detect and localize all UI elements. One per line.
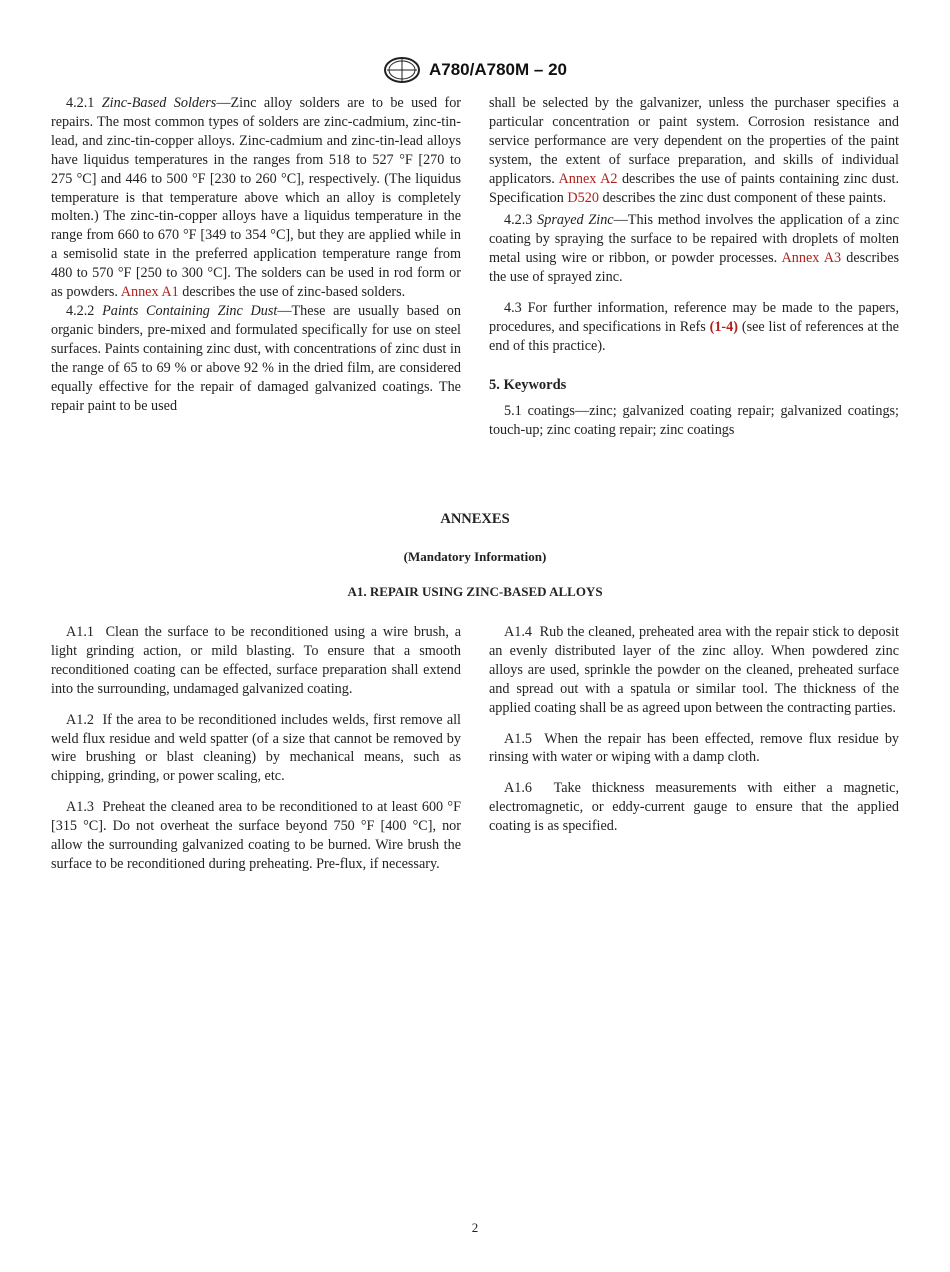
top-right-column	[489, 94, 899, 440]
section-4-2-3: 4.2.3 Sprayed Zinc—This method involves the application of a zinc coating by spraying the surface to be repaired with droplets of molten metal using wire or ribbon, or powder processes. Annex A3 describes the use of sprayed zinc.	[489, 212, 900, 286]
para-a1-5: A1.5 When the repair has been effected, remove flux residue by rinsing with water or wiping with a damp cloth.	[489, 730, 900, 766]
annex-left-column	[51, 623, 461, 874]
annex-a2-link[interactable]: Annex A2	[558, 170, 618, 187]
section-4-3: 4.3 For further information, reference may be made to the papers, procedures, and specifications in Refs (1-4) (see list of references at the end of this practice).	[489, 300, 900, 354]
astm-logo	[383, 56, 421, 84]
para-a1-3: A1.3 Preheat the cleaned area to be reconditioned to at least 600 °F [315 °C]. Do not overheat the surface beyond 750 °F [400 °C], nor allow the surrounding galvanized coating to be burned. Wire brush the surface to be reconditioned during preheating. Pre-flux, if necessary.	[51, 799, 461, 872]
mandatory-info-subtitle: (Mandatory Information)	[403, 549, 547, 564]
refs-link[interactable]: (1-4)	[709, 318, 738, 335]
para-a1-4: A1.4 Rub the cleaned, preheated area with the repair stick to deposit an evenly distributed layer of the zinc alloy. When powdered zinc alloys are used, sprinkle the powder on the cleaned, preheated surface and spread out with a spatula or similar tool. The thickness of the applied coating shall be as agreed upon between the contracting parties.	[489, 624, 899, 716]
annex-right-column	[489, 623, 899, 836]
annex-a3-link[interactable]: Annex A3	[781, 250, 842, 267]
standard-designation: A780/A780M – 20	[429, 60, 567, 79]
page-number: 2	[471, 1220, 479, 1235]
top-left-column	[51, 94, 461, 415]
d520-link[interactable]: D520	[567, 189, 599, 206]
para-a1-1: A1.1 Clean the surface to be reconditioned using a wire brush, a light grinding action, or mild blasting. To ensure that a smooth reconditioned coating can be effected, surface preparation shall extend into the surrounding, undamaged galvanized coating.	[51, 624, 462, 697]
section-4-2-1: 4.2.1 Zinc-Based Solders—Zinc alloy solders are to be used for repairs. The most common types of solders are zinc-cadmium, zinc-tin-lead, and zinc-tin-copper alloys. Zinc-cadmium and zinc-tin-lead alloys have liquidus temperatures in the ranges from 518 to 527 °F [270 to 275 °C] and 446 to 500 °F [230 to 260 °C], respectively. (The liquidus temperature is that temperature above which an alloy is completely molten.) The zinc-tin-copper alloys have a liquidus temperature in the range from 660 to 670 °F [349 to 354 °C], but they are applied while in a semisolid state in the preferred application temperature range from 480 to 570 °F [250 to 300 °C]. The solders can be used in rod form or as powders. Annex A1 describes the use of zinc-based solders.	[51, 95, 462, 301]
para-a1-6: A1.6 Take thickness measurements with either a magnetic, electromagnetic, or eddy-current gauge to ensure that the applied coating is as specified.	[489, 780, 900, 835]
para-a1-2: A1.2 If the area to be reconditioned includes welds, first remove all weld flux residue and weld spatter (of a size that cannot be removed by wire brushing or blast cleaning) by mechanical means, such as chipping, grinding, or power scaling, etc.	[51, 711, 461, 785]
page-header	[0, 56, 950, 84]
keywords-heading: 5. Keywords	[489, 376, 567, 393]
section-5-1: 5.1 coatings—zinc; galvanized coating repair; galvanized coatings; touch-up; zinc coating repair; zinc coatings	[489, 402, 899, 438]
annexes-title: ANNEXES	[440, 511, 510, 527]
section-4-2-2-continued: shall be selected by the galvanizer, unless the purchaser specifies a particular concentration or paint system. Corrosion resistance and service performance are very dependent on the properties of the paint system, the extent of surface preparation, and skills of individual applicators. Annex A2 describes the use of paints containing zinc dust. Specification D520 describes the zinc dust component of these paints.	[489, 95, 899, 206]
annex-a1-link[interactable]: Annex A1	[120, 284, 179, 301]
section-4-2-2: 4.2.2 Paints Containing Zinc Dust—These are usually based on organic binders, pre-mixed and formulated specifically for use on steel surfaces. Paints containing zinc dust, with concentrations of zinc dust in the range of 65 to 69 % or above 92 % in the dried film, are considered equally effective for the repair of damaged galvanized coatings. The repair paint to be used	[51, 302, 461, 414]
annex-a1-title: A1. REPAIR USING ZINC-BASED ALLOYS	[347, 584, 603, 599]
